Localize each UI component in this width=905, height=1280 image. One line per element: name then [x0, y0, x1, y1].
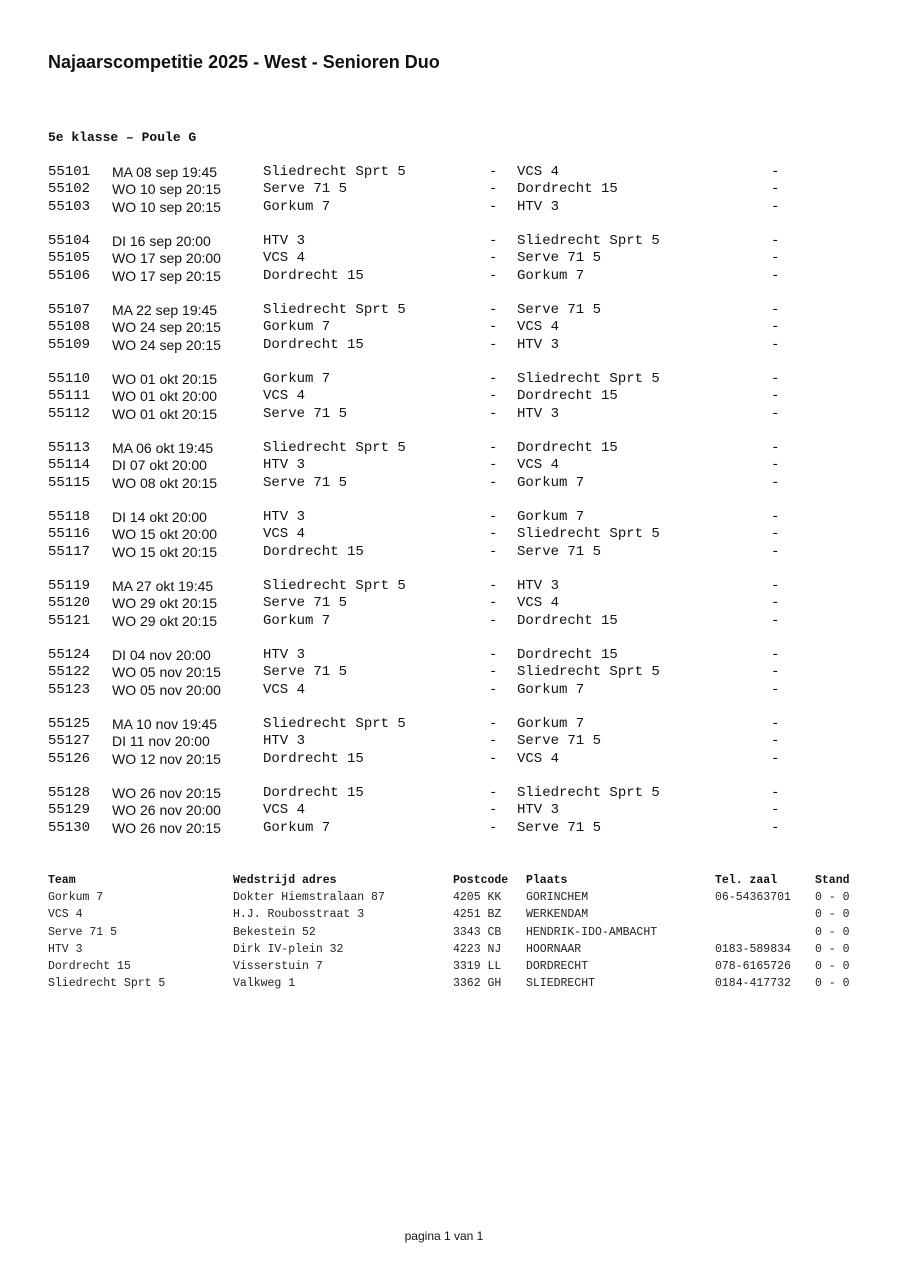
away-team: HTV 3 [517, 198, 560, 215]
team-row [0, 975, 905, 992]
match-number: 55103 [48, 198, 91, 215]
home-team: VCS 4 [263, 526, 306, 543]
match-row [0, 233, 905, 250]
away-team: HTV 3 [517, 802, 560, 819]
home-team: Gorkum 7 [263, 319, 331, 336]
standing: 0 - 0 [815, 942, 850, 956]
match-row [0, 785, 905, 802]
versus-dash: - [489, 578, 498, 594]
match-number: 55126 [48, 750, 91, 767]
venue-address: Bekestein 52 [233, 925, 316, 939]
match-row [0, 406, 905, 423]
city: SLIEDRECHT [526, 977, 596, 991]
home-team: HTV 3 [263, 733, 306, 750]
match-datetime: WO 01 okt 20:15 [112, 371, 218, 387]
match-datetime: MA 27 okt 19:45 [112, 578, 214, 594]
match-row [0, 475, 905, 492]
venue-phone: 0183-589834 [715, 942, 791, 956]
match-datetime: DI 07 okt 20:00 [112, 457, 207, 474]
team-name: Sliedrecht Sprt 5 [48, 977, 166, 991]
venue-phone: 0184-417732 [715, 977, 791, 991]
versus-dash: - [489, 336, 498, 353]
col-header-tel: Tel. zaal [715, 874, 778, 887]
versus-dash: - [489, 233, 498, 249]
poule-heading: 5e klasse – Poule G [48, 130, 197, 145]
away-team: Dordrecht 15 [517, 440, 618, 456]
match-row [0, 388, 905, 405]
match-result: - [771, 509, 780, 525]
away-team: VCS 4 [517, 164, 560, 180]
match-datetime: DI 16 sep 20:00 [112, 233, 211, 249]
versus-dash: - [489, 371, 498, 387]
teams-table [0, 872, 905, 992]
match-number: 55121 [48, 612, 91, 629]
match-row [0, 820, 905, 837]
col-header-stand: Stand [815, 874, 850, 887]
team-row [0, 889, 905, 906]
home-team: Dordrecht 15 [263, 267, 364, 284]
match-datetime: WO 24 sep 20:15 [112, 319, 221, 336]
group-spacer [0, 699, 905, 716]
page-footer: pagina 1 van 1 [404, 1229, 484, 1243]
match-result: - [771, 664, 780, 681]
match-row [0, 302, 905, 319]
home-team: Dordrecht 15 [263, 785, 364, 801]
page-title: Najaarscompetitie 2025 - West - Senioren Duo [48, 52, 440, 72]
versus-dash: - [489, 612, 498, 629]
versus-dash: - [489, 388, 498, 405]
col-header-address: Wedstrijd adres [233, 874, 337, 887]
postcode: 4205 KK [453, 891, 502, 905]
match-number: 55124 [48, 647, 91, 663]
match-datetime: WO 01 okt 20:15 [112, 405, 218, 422]
versus-dash: - [489, 440, 498, 456]
team-row [0, 941, 905, 958]
match-number: 55112 [48, 405, 91, 422]
city: HENDRIK-IDO-AMBACHT [526, 925, 658, 939]
match-result: - [771, 267, 780, 284]
match-datetime: MA 06 okt 19:45 [112, 440, 214, 456]
away-team: Sliedrecht Sprt 5 [517, 664, 660, 681]
away-team: VCS 4 [517, 595, 560, 612]
match-number: 55101 [48, 164, 91, 180]
versus-dash: - [489, 198, 498, 215]
match-datetime: WO 15 okt 20:00 [112, 526, 218, 543]
match-datetime: WO 12 nov 20:15 [112, 750, 221, 767]
versus-dash: - [489, 681, 498, 698]
venue-phone: 06-54363701 [715, 891, 791, 905]
postcode: 3319 LL [453, 959, 502, 973]
city: DORDRECHT [526, 959, 589, 973]
team-row [0, 924, 905, 941]
match-number: 55125 [48, 716, 91, 732]
match-result: - [771, 440, 780, 456]
postcode: 3343 CB [453, 925, 502, 939]
match-number: 55107 [48, 302, 91, 318]
match-result: - [771, 336, 780, 353]
col-header-postcode: Postcode [453, 874, 509, 887]
versus-dash: - [489, 181, 498, 198]
home-team: Gorkum 7 [263, 612, 331, 629]
match-row [0, 509, 905, 526]
away-team: Dordrecht 15 [517, 612, 618, 629]
versus-dash: - [489, 509, 498, 525]
home-team: VCS 4 [263, 250, 306, 267]
home-team: Serve 71 5 [263, 474, 348, 491]
versus-dash: - [489, 457, 498, 474]
away-team: Gorkum 7 [517, 509, 585, 525]
versus-dash: - [489, 750, 498, 767]
match-number: 55105 [48, 250, 91, 267]
versus-dash: - [489, 785, 498, 801]
match-result: - [771, 647, 780, 663]
match-result: - [771, 302, 780, 318]
home-team: Serve 71 5 [263, 181, 348, 198]
versus-dash: - [489, 595, 498, 612]
match-row [0, 457, 905, 474]
away-team: Dordrecht 15 [517, 647, 618, 663]
match-result: - [771, 733, 780, 750]
match-number: 55102 [48, 181, 91, 198]
away-team: Gorkum 7 [517, 474, 585, 491]
home-team: HTV 3 [263, 647, 306, 663]
versus-dash: - [489, 302, 498, 318]
match-result: - [771, 612, 780, 629]
group-spacer [0, 630, 905, 647]
match-number: 55115 [48, 474, 91, 491]
match-row [0, 544, 905, 561]
teams-table-header [0, 872, 905, 889]
away-team: HTV 3 [517, 405, 560, 422]
match-result: - [771, 181, 780, 198]
home-team: VCS 4 [263, 802, 306, 819]
team-row [0, 906, 905, 923]
home-team: Sliedrecht Sprt 5 [263, 440, 406, 456]
match-number: 55117 [48, 543, 91, 560]
home-team: HTV 3 [263, 457, 306, 474]
match-row [0, 802, 905, 819]
match-row [0, 647, 905, 664]
match-row [0, 526, 905, 543]
away-team: Dordrecht 15 [517, 181, 618, 198]
match-result: - [771, 319, 780, 336]
match-result: - [771, 750, 780, 767]
postcode: 4251 BZ [453, 908, 502, 922]
home-team: HTV 3 [263, 509, 306, 525]
match-result: - [771, 233, 780, 249]
away-team: VCS 4 [517, 750, 560, 767]
venue-address: H.J. Roubosstraat 3 [233, 908, 365, 922]
versus-dash: - [489, 733, 498, 750]
versus-dash: - [489, 819, 498, 836]
home-team: Dordrecht 15 [263, 336, 364, 353]
home-team: Sliedrecht Sprt 5 [263, 164, 406, 180]
match-datetime: MA 22 sep 19:45 [112, 302, 218, 318]
away-team: Serve 71 5 [517, 302, 602, 318]
standing: 0 - 0 [815, 925, 850, 939]
city: GORINCHEM [526, 891, 589, 905]
match-datetime: WO 26 nov 20:00 [112, 802, 221, 819]
match-number: 55114 [48, 457, 91, 474]
match-number: 55118 [48, 509, 91, 525]
standing: 0 - 0 [815, 891, 850, 905]
away-team: VCS 4 [517, 319, 560, 336]
match-result: - [771, 198, 780, 215]
match-row [0, 337, 905, 354]
match-number: 55129 [48, 802, 91, 819]
match-number: 55128 [48, 785, 91, 801]
match-result: - [771, 474, 780, 491]
postcode: 3362 GH [453, 977, 502, 991]
match-datetime: WO 08 okt 20:15 [112, 474, 218, 491]
match-result: - [771, 250, 780, 267]
away-team: VCS 4 [517, 457, 560, 474]
match-result: - [771, 457, 780, 474]
team-name: Dordrecht 15 [48, 959, 131, 973]
match-number: 55113 [48, 440, 91, 456]
versus-dash: - [489, 647, 498, 663]
match-row [0, 716, 905, 733]
match-datetime: WO 01 okt 20:00 [112, 388, 218, 405]
match-datetime: WO 10 sep 20:15 [112, 198, 221, 215]
home-team: Sliedrecht Sprt 5 [263, 716, 406, 732]
home-team: Serve 71 5 [263, 595, 348, 612]
match-row [0, 371, 905, 388]
match-datetime: WO 26 nov 20:15 [112, 785, 221, 801]
home-team: Dordrecht 15 [263, 543, 364, 560]
match-number: 55108 [48, 319, 91, 336]
match-number: 55109 [48, 336, 91, 353]
match-row [0, 733, 905, 750]
versus-dash: - [489, 474, 498, 491]
match-result: - [771, 595, 780, 612]
match-number: 55122 [48, 664, 91, 681]
group-spacer [0, 492, 905, 509]
away-team: HTV 3 [517, 336, 560, 353]
match-result: - [771, 164, 780, 180]
versus-dash: - [489, 267, 498, 284]
group-spacer [0, 285, 905, 302]
match-row [0, 595, 905, 612]
away-team: HTV 3 [517, 578, 560, 594]
away-team: Sliedrecht Sprt 5 [517, 526, 660, 543]
match-datetime: WO 05 nov 20:15 [112, 664, 221, 681]
postcode: 4223 NJ [453, 942, 502, 956]
group-spacer [0, 423, 905, 440]
match-row [0, 751, 905, 768]
match-result: - [771, 716, 780, 732]
home-team: VCS 4 [263, 388, 306, 405]
match-datetime: WO 10 sep 20:15 [112, 181, 221, 198]
group-spacer [0, 354, 905, 371]
group-spacer [0, 216, 905, 233]
away-team: Sliedrecht Sprt 5 [517, 233, 660, 249]
match-datetime: DI 04 nov 20:00 [112, 647, 211, 663]
match-row [0, 181, 905, 198]
match-result: - [771, 681, 780, 698]
home-team: HTV 3 [263, 233, 306, 249]
versus-dash: - [489, 526, 498, 543]
venue-address: Valkweg 1 [233, 977, 296, 991]
team-name: VCS 4 [48, 908, 83, 922]
versus-dash: - [489, 405, 498, 422]
versus-dash: - [489, 664, 498, 681]
versus-dash: - [489, 319, 498, 336]
col-header-team: Team [48, 874, 76, 887]
col-header-plaats: Plaats [526, 874, 568, 887]
match-row [0, 199, 905, 216]
away-team: Gorkum 7 [517, 716, 585, 732]
home-team: Gorkum 7 [263, 819, 331, 836]
city: HOORNAAR [526, 942, 582, 956]
venue-phone: 078-6165726 [715, 959, 791, 973]
home-team: Gorkum 7 [263, 198, 331, 215]
match-number: 55123 [48, 681, 91, 698]
versus-dash: - [489, 802, 498, 819]
versus-dash: - [489, 250, 498, 267]
group-spacer [0, 768, 905, 785]
match-schedule [0, 164, 905, 837]
match-row [0, 440, 905, 457]
match-number: 55119 [48, 578, 91, 594]
team-name: HTV 3 [48, 942, 83, 956]
match-datetime: WO 15 okt 20:15 [112, 543, 218, 560]
match-result: - [771, 802, 780, 819]
match-datetime: WO 17 sep 20:15 [112, 267, 221, 284]
versus-dash: - [489, 164, 498, 180]
match-result: - [771, 405, 780, 422]
match-datetime: WO 24 sep 20:15 [112, 336, 221, 353]
match-number: 55104 [48, 233, 91, 249]
away-team: Sliedrecht Sprt 5 [517, 785, 660, 801]
away-team: Gorkum 7 [517, 267, 585, 284]
away-team: Serve 71 5 [517, 733, 602, 750]
match-result: - [771, 526, 780, 543]
match-datetime: MA 08 sep 19:45 [112, 164, 218, 180]
match-row [0, 578, 905, 595]
venue-address: Visserstuin 7 [233, 959, 323, 973]
team-name: Gorkum 7 [48, 891, 104, 905]
venue-address: Dirk IV-plein 32 [233, 942, 344, 956]
home-team: Serve 71 5 [263, 405, 348, 422]
match-datetime: WO 05 nov 20:00 [112, 681, 221, 698]
versus-dash: - [489, 716, 498, 732]
home-team: Dordrecht 15 [263, 750, 364, 767]
match-datetime: WO 17 sep 20:00 [112, 250, 221, 267]
versus-dash: - [489, 543, 498, 560]
match-row [0, 250, 905, 267]
match-result: - [771, 819, 780, 836]
match-datetime: DI 11 nov 20:00 [112, 733, 210, 750]
match-datetime: WO 29 okt 20:15 [112, 612, 218, 629]
home-team: Serve 71 5 [263, 664, 348, 681]
away-team: Sliedrecht Sprt 5 [517, 371, 660, 387]
match-row [0, 664, 905, 681]
away-team: Serve 71 5 [517, 543, 602, 560]
match-result: - [771, 578, 780, 594]
match-number: 55127 [48, 733, 91, 750]
match-row [0, 613, 905, 630]
match-number: 55130 [48, 819, 91, 836]
away-team: Gorkum 7 [517, 681, 585, 698]
team-row [0, 958, 905, 975]
match-datetime: DI 14 okt 20:00 [112, 509, 207, 525]
home-team: Gorkum 7 [263, 371, 331, 387]
match-result: - [771, 785, 780, 801]
team-name: Serve 71 5 [48, 925, 118, 939]
home-team: Sliedrecht Sprt 5 [263, 578, 406, 594]
home-team: Sliedrecht Sprt 5 [263, 302, 406, 318]
match-datetime: MA 10 nov 19:45 [112, 716, 218, 732]
away-team: Dordrecht 15 [517, 388, 618, 405]
match-number: 55111 [48, 388, 91, 405]
match-number: 55120 [48, 595, 91, 612]
match-row [0, 682, 905, 699]
venue-address: Dokter Hiemstralaan 87 [233, 891, 385, 905]
match-datetime: WO 26 nov 20:15 [112, 819, 221, 836]
match-row [0, 319, 905, 336]
match-result: - [771, 543, 780, 560]
match-row [0, 164, 905, 181]
standing: 0 - 0 [815, 908, 850, 922]
match-number: 55106 [48, 267, 91, 284]
match-result: - [771, 371, 780, 387]
group-spacer [0, 561, 905, 578]
match-result: - [771, 388, 780, 405]
match-row [0, 268, 905, 285]
match-datetime: WO 29 okt 20:15 [112, 595, 218, 612]
away-team: Serve 71 5 [517, 819, 602, 836]
standing: 0 - 0 [815, 977, 850, 991]
away-team: Serve 71 5 [517, 250, 602, 267]
standing: 0 - 0 [815, 959, 850, 973]
match-number: 55116 [48, 526, 91, 543]
city: WERKENDAM [526, 908, 589, 922]
home-team: VCS 4 [263, 681, 306, 698]
match-number: 55110 [48, 371, 91, 387]
